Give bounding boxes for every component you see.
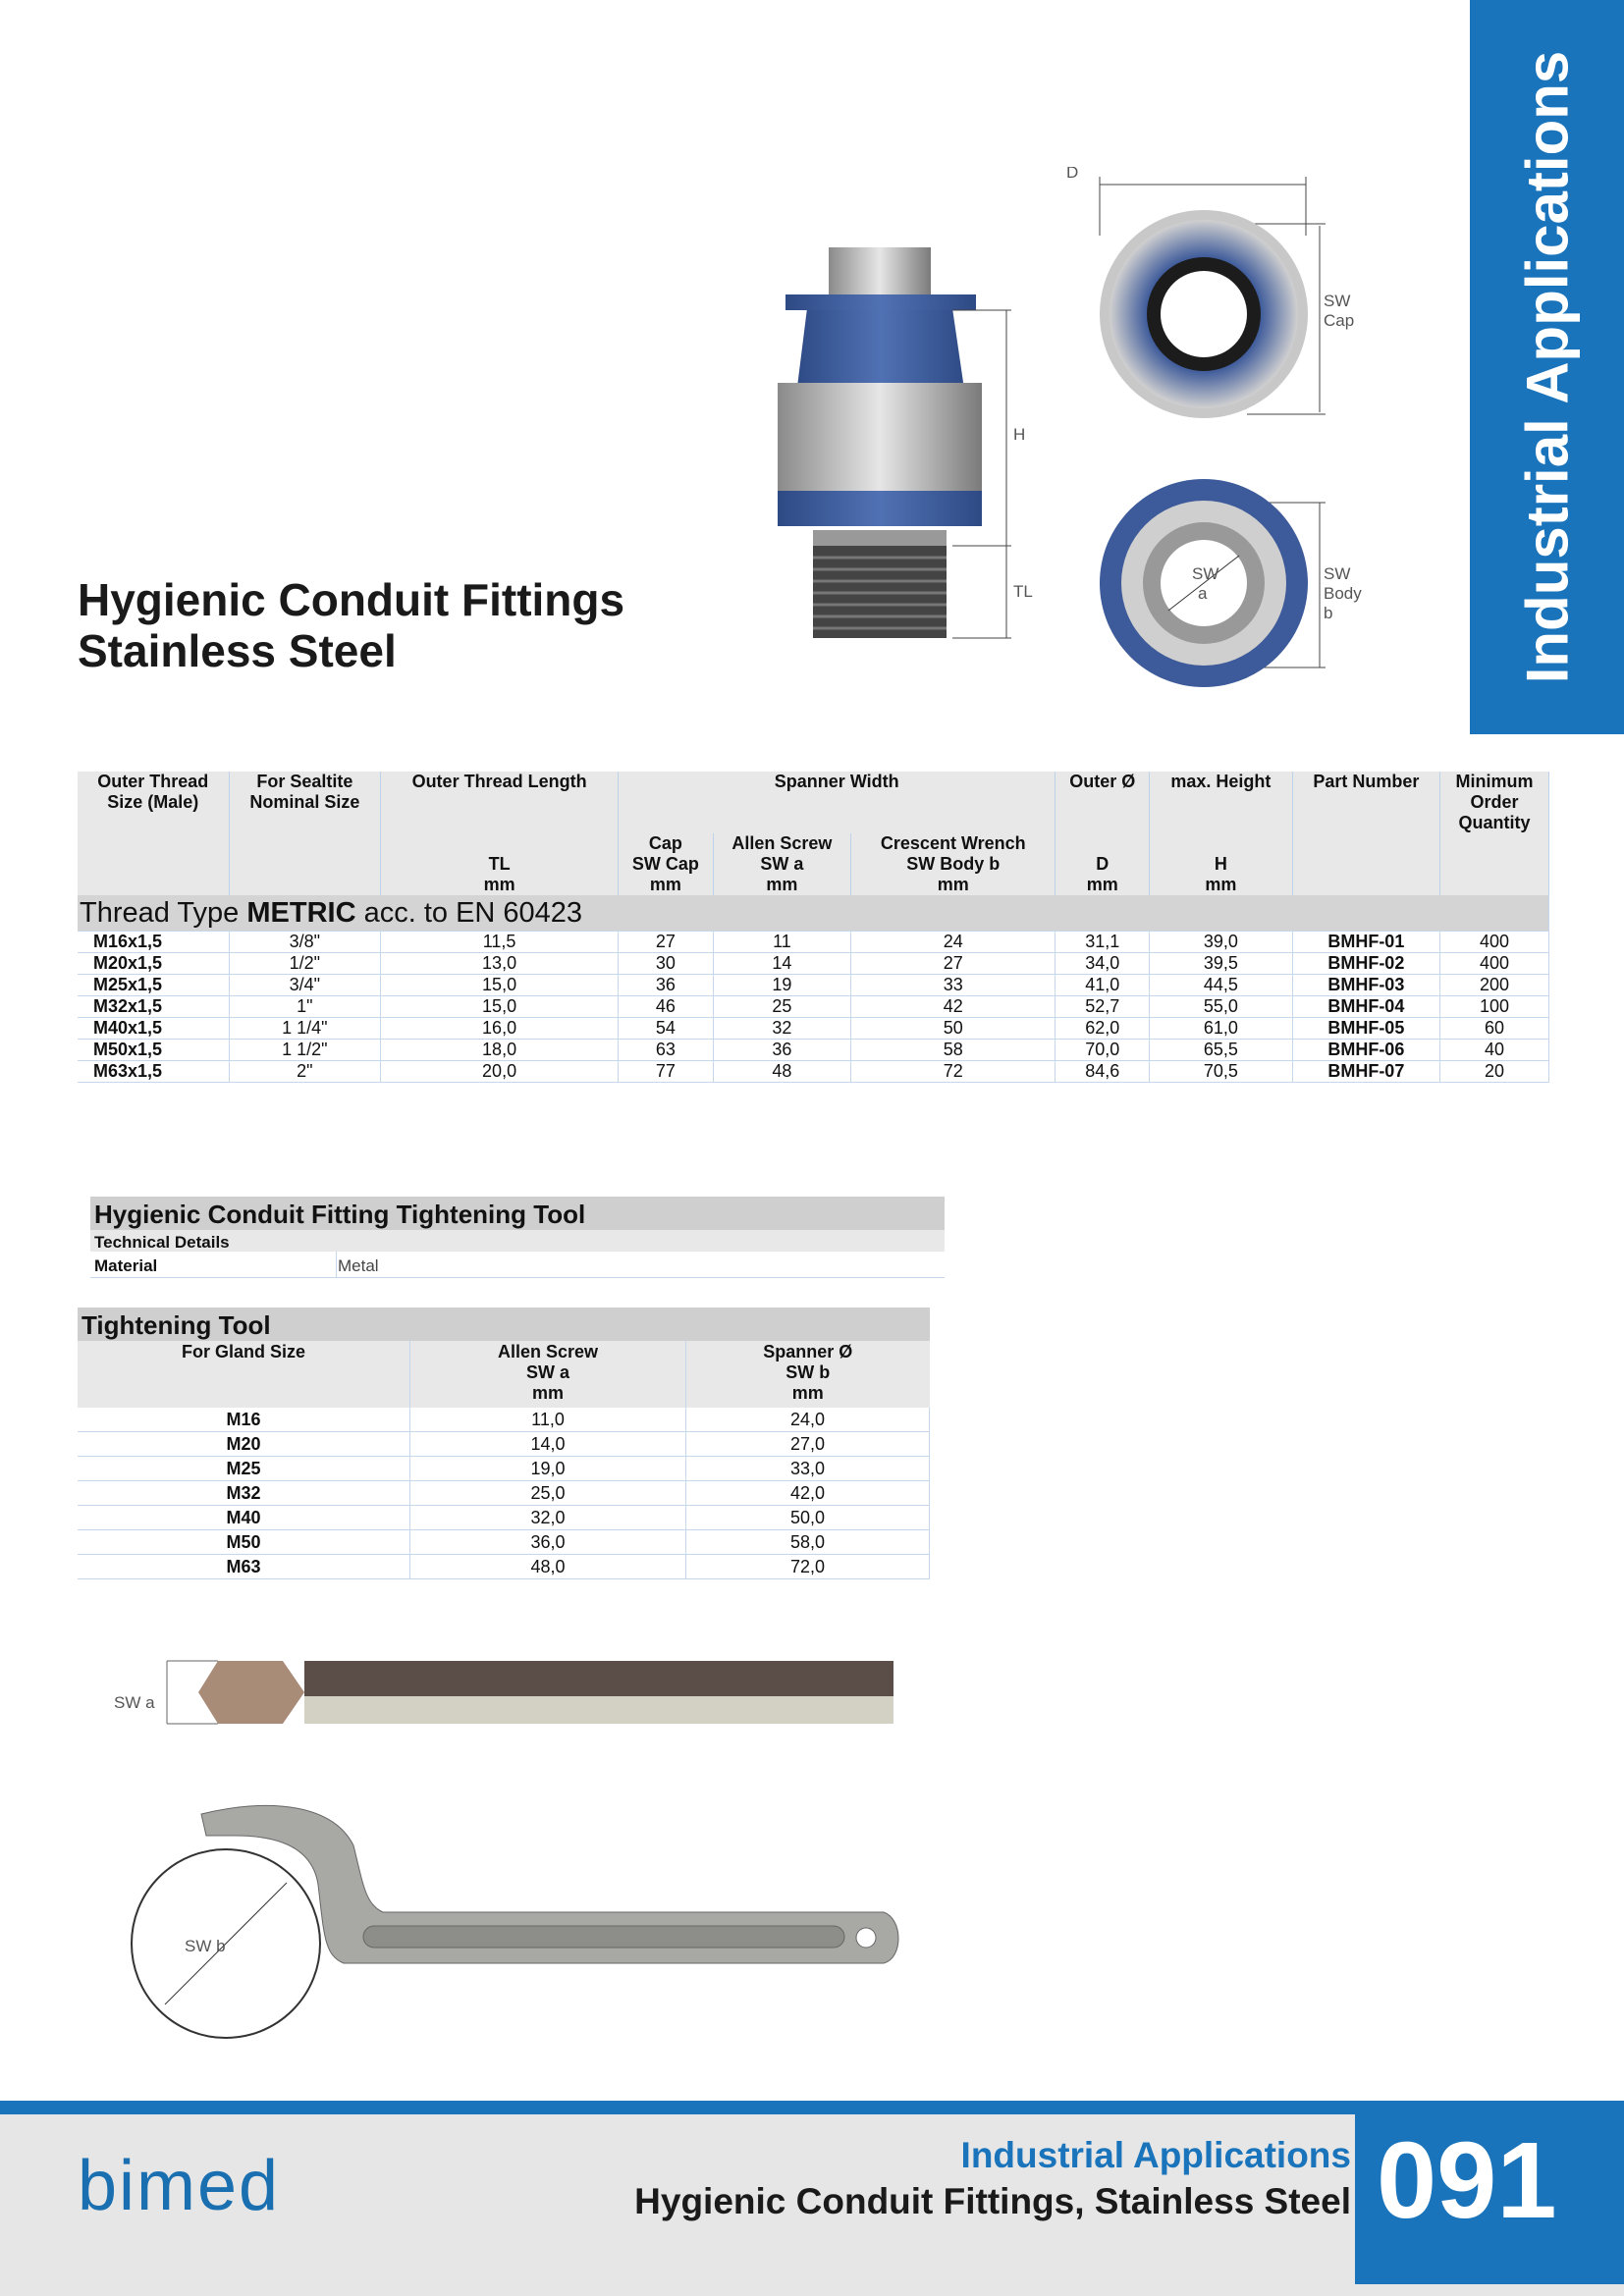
th-sealtite: For Sealtite Nominal Size xyxy=(229,772,381,833)
material-label: Material xyxy=(94,1256,158,1275)
cell-a: 11 xyxy=(713,932,850,953)
cell-h: 65,5 xyxy=(1150,1040,1292,1061)
th-sw-cap: SW Cap xyxy=(619,854,714,875)
page-number: 091 xyxy=(1377,2120,1557,2241)
cell-b: 27,0 xyxy=(686,1432,930,1457)
cell-tl: 16,0 xyxy=(381,1018,619,1040)
cell-moq: 60 xyxy=(1440,1018,1549,1040)
th-mm: mm xyxy=(1150,875,1292,895)
table-row xyxy=(78,1018,1549,1040)
cell-a: 19 xyxy=(713,975,850,996)
cell-a: 32 xyxy=(713,1018,850,1040)
cell-nom: 1/2" xyxy=(229,953,381,975)
tool-details-sub: Technical Details xyxy=(94,1233,230,1252)
cell-nom: 1 1/4" xyxy=(229,1018,381,1040)
cell-b: 33,0 xyxy=(686,1457,930,1481)
cell-b: 42 xyxy=(851,996,1056,1018)
cell-nom: 1 1/2" xyxy=(229,1040,381,1061)
cell-nom: 3/8" xyxy=(229,932,381,953)
cell-a: 11,0 xyxy=(410,1408,686,1432)
th-thread-length: Outer Thread Length xyxy=(381,772,619,833)
table-row xyxy=(78,1040,1549,1061)
cell-cap: 63 xyxy=(619,1040,714,1061)
cell-g: M40 xyxy=(78,1506,410,1530)
cell-a: 32,0 xyxy=(410,1506,686,1530)
cell-a: 14,0 xyxy=(410,1432,686,1457)
cell-b: 33 xyxy=(851,975,1056,996)
cell-nom: 2" xyxy=(229,1061,381,1083)
cell-d: 84,6 xyxy=(1056,1061,1150,1083)
cell-h: 44,5 xyxy=(1150,975,1292,996)
th-outer-thread: Outer Thread Size (Male) xyxy=(78,772,229,833)
cell-size: M50x1,5 xyxy=(78,1040,229,1061)
cell-g: M63 xyxy=(78,1555,410,1579)
cell-b: 58,0 xyxy=(686,1530,930,1555)
cell-size: M16x1,5 xyxy=(78,932,229,953)
cell-nom: 1" xyxy=(229,996,381,1018)
th-part-number: Part Number xyxy=(1292,772,1440,833)
table1-caption: Thread Type METRIC acc. to EN 60423 xyxy=(78,895,1549,932)
th-gland-size: For Gland Size xyxy=(181,1342,306,1362)
cell-a: 25 xyxy=(713,996,850,1018)
cell-d: 41,0 xyxy=(1056,975,1150,996)
cell-tl: 11,5 xyxy=(381,932,619,953)
page-number-box xyxy=(1355,2101,1624,2284)
th-d: D xyxy=(1056,854,1150,875)
cell-d: 70,0 xyxy=(1056,1040,1150,1061)
cell-size: M63x1,5 xyxy=(78,1061,229,1083)
cell-b: 50 xyxy=(851,1018,1056,1040)
cell-size: M20x1,5 xyxy=(78,953,229,975)
table-row xyxy=(78,996,1549,1018)
cell-b: 50,0 xyxy=(686,1506,930,1530)
cell-pn: BMHF-04 xyxy=(1292,996,1440,1018)
th-h: H xyxy=(1150,854,1292,875)
cell-a: 25,0 xyxy=(410,1481,686,1506)
cell-pn: BMHF-01 xyxy=(1292,932,1440,953)
cell-moq: 40 xyxy=(1440,1040,1549,1061)
th-cap: Cap xyxy=(619,833,714,854)
th-allen: Allen Screw xyxy=(713,833,850,854)
cell-moq: 20 xyxy=(1440,1061,1549,1083)
label-sw-body: SW Body b xyxy=(1324,564,1362,622)
cell-b: 72,0 xyxy=(686,1555,930,1579)
cell-cap: 30 xyxy=(619,953,714,975)
tool-details-title: Hygienic Conduit Fitting Tightening Tool xyxy=(94,1200,586,1229)
label-sw-a: SW a xyxy=(1192,564,1219,603)
cell-pn: BMHF-05 xyxy=(1292,1018,1440,1040)
cell-a: 14 xyxy=(713,953,850,975)
cell-size: M40x1,5 xyxy=(78,1018,229,1040)
th-sw-body: SW Body b xyxy=(851,854,1056,875)
product-diagram xyxy=(756,167,1414,697)
label-sw-cap: SW Cap xyxy=(1324,292,1355,330)
table-row xyxy=(78,932,1549,953)
cell-moq: 200 xyxy=(1440,975,1549,996)
cell-tl: 15,0 xyxy=(381,996,619,1018)
cell-a: 19,0 xyxy=(410,1457,686,1481)
th-moq: Minimum Order Quantity xyxy=(1440,772,1549,833)
tightening-tool-title: Tightening Tool xyxy=(81,1310,271,1340)
cell-a: 36,0 xyxy=(410,1530,686,1555)
title-line-1: Hygienic Conduit Fittings xyxy=(78,574,625,625)
th-mm: mm xyxy=(381,875,619,895)
cell-h: 70,5 xyxy=(1150,1061,1292,1083)
cell-a: 48,0 xyxy=(410,1555,686,1579)
footer-subtitle: Hygienic Conduit Fittings, Stainless Steel xyxy=(634,2181,1351,2221)
allen-key xyxy=(114,1661,893,1724)
cell-moq: 400 xyxy=(1440,953,1549,975)
th-outer-d: Outer Ø xyxy=(1056,772,1150,833)
label-h: H xyxy=(1013,425,1026,444)
th-max-height: max. Height xyxy=(1150,772,1292,833)
cell-h: 55,0 xyxy=(1150,996,1292,1018)
cell-a: 36 xyxy=(713,1040,850,1061)
th-mm: mm xyxy=(851,875,1056,895)
label-tl: TL xyxy=(1013,582,1033,601)
cell-size: M32x1,5 xyxy=(78,996,229,1018)
cell-b: 24,0 xyxy=(686,1408,930,1432)
cell-h: 39,5 xyxy=(1150,953,1292,975)
hook-spanner xyxy=(132,1805,898,2038)
th-mm: mm xyxy=(619,875,714,895)
th-mm: mm xyxy=(1056,875,1150,895)
cell-tl: 13,0 xyxy=(381,953,619,975)
cell-b: 58 xyxy=(851,1040,1056,1061)
cell-cap: 36 xyxy=(619,975,714,996)
table-row xyxy=(78,975,1549,996)
brand-logo: bimed xyxy=(78,2147,281,2225)
cell-nom: 3/4" xyxy=(229,975,381,996)
cell-pn: BMHF-06 xyxy=(1292,1040,1440,1061)
th-spanner: Spanner Width xyxy=(619,772,1056,833)
side-tab-text: Industrial Applications xyxy=(1514,50,1580,684)
table-row xyxy=(78,953,1549,975)
cell-g: M50 xyxy=(78,1530,410,1555)
cell-d: 62,0 xyxy=(1056,1018,1150,1040)
th-crescent: Crescent Wrench xyxy=(851,833,1056,854)
cell-tl: 18,0 xyxy=(381,1040,619,1061)
table-row xyxy=(78,1432,930,1457)
cell-moq: 100 xyxy=(1440,996,1549,1018)
cell-tl: 15,0 xyxy=(381,975,619,996)
table-row xyxy=(78,1555,930,1579)
cell-pn: BMHF-03 xyxy=(1292,975,1440,996)
cell-pn: BMHF-07 xyxy=(1292,1061,1440,1083)
title-line-2: Stainless Steel xyxy=(78,625,397,676)
label-tool-sw-b: SW b xyxy=(185,1937,226,1955)
footer-category: Industrial Applications xyxy=(960,2135,1351,2175)
table-row xyxy=(78,1530,930,1555)
cell-g: M32 xyxy=(78,1481,410,1506)
label-tool-sw-a: SW a xyxy=(114,1693,155,1712)
page-title xyxy=(78,574,624,676)
cell-d: 52,7 xyxy=(1056,996,1150,1018)
cell-cap: 27 xyxy=(619,932,714,953)
cell-g: M16 xyxy=(78,1408,410,1432)
cell-b: 24 xyxy=(851,932,1056,953)
cell-tl: 20,0 xyxy=(381,1061,619,1083)
cell-b: 27 xyxy=(851,953,1056,975)
table-row xyxy=(78,1061,1549,1083)
side-category-tab xyxy=(1470,0,1624,734)
th-tl: TL xyxy=(381,854,619,875)
table-row xyxy=(78,1506,930,1530)
cell-a: 48 xyxy=(713,1061,850,1083)
fitting-side-view xyxy=(778,247,982,638)
table-row xyxy=(78,1408,930,1432)
th-spanner-d: Spanner Ø SW b mm xyxy=(686,1341,930,1408)
th-mm: mm xyxy=(713,875,850,895)
th-allen-screw: Allen Screw SW a mm xyxy=(410,1341,686,1408)
tightening-tool-table xyxy=(78,1341,930,1579)
cell-d: 31,1 xyxy=(1056,932,1150,953)
label-d: D xyxy=(1066,167,1079,182)
cell-b: 42,0 xyxy=(686,1481,930,1506)
cell-h: 39,0 xyxy=(1150,932,1292,953)
cell-h: 61,0 xyxy=(1150,1018,1292,1040)
table-row xyxy=(78,1457,930,1481)
cell-pn: BMHF-02 xyxy=(1292,953,1440,975)
table-row xyxy=(78,1481,930,1506)
metric-fittings-table xyxy=(78,772,1549,1083)
cell-g: M25 xyxy=(78,1457,410,1481)
cell-cap: 77 xyxy=(619,1061,714,1083)
cell-g: M20 xyxy=(78,1432,410,1457)
th-sw-a: SW a xyxy=(713,854,850,875)
cell-cap: 46 xyxy=(619,996,714,1018)
cell-moq: 400 xyxy=(1440,932,1549,953)
cell-d: 34,0 xyxy=(1056,953,1150,975)
cell-cap: 54 xyxy=(619,1018,714,1040)
material-value: Metal xyxy=(338,1256,379,1275)
cell-b: 72 xyxy=(851,1061,1056,1083)
cell-size: M25x1,5 xyxy=(78,975,229,996)
tool-diagrams xyxy=(108,1649,913,2042)
